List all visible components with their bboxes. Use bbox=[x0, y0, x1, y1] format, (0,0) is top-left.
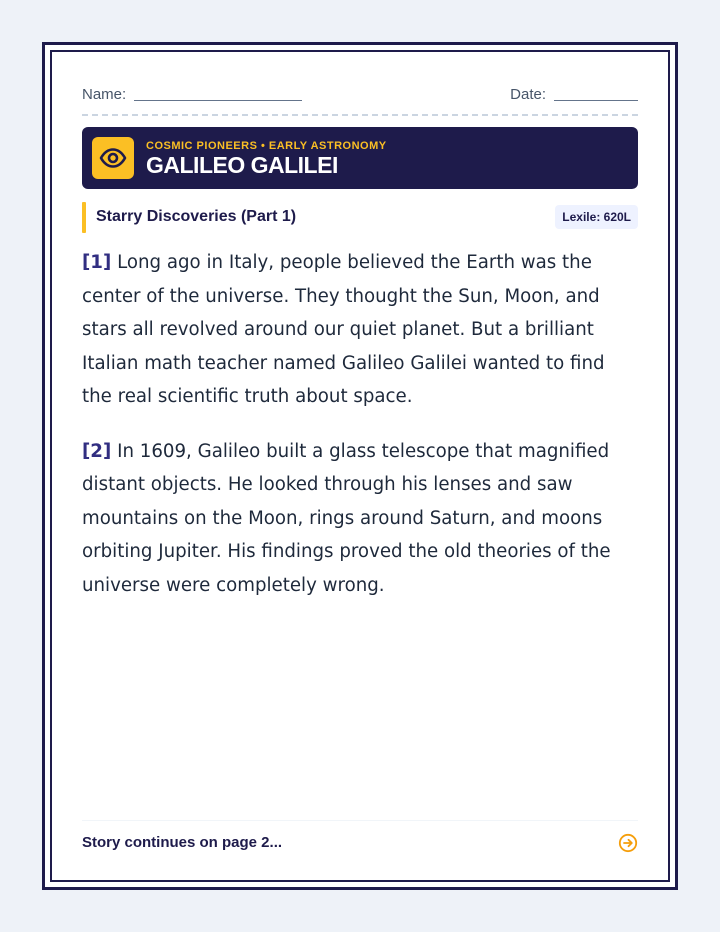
name-blank-line[interactable] bbox=[134, 100, 302, 101]
date-label: Date: bbox=[510, 86, 546, 103]
paragraph-2 bbox=[82, 435, 638, 603]
paragraph-text: In 1609, Galileo built a glass telescope that magnified distant objects. He looked through his lenses and saw mountains on the Moon, rings around Saturn, and moons orbiting Jupiter. His findings proved the old theories of the universe were completely wrong. bbox=[82, 440, 611, 596]
arrow-right-circle-icon[interactable] bbox=[618, 833, 638, 853]
paragraph-number: [2] bbox=[82, 440, 112, 462]
name-label: Name: bbox=[82, 86, 127, 103]
title-banner bbox=[82, 127, 638, 189]
story-text bbox=[82, 246, 638, 623]
worksheet-page bbox=[42, 42, 678, 890]
paragraph-text: Long ago in Italy, people believed the Earth was the center of the universe. They thought the Sun, Moon, and stars all revolved around our quiet planet. But a brilliant Italian math teacher named Galileo Galilei wanted to find the real scientific truth about space. bbox=[82, 252, 605, 407]
paragraph-1 bbox=[82, 246, 638, 414]
date-blank-line[interactable] bbox=[554, 100, 638, 101]
date-field[interactable] bbox=[510, 86, 638, 103]
worksheet-content bbox=[82, 52, 638, 880]
section-accent-bar bbox=[82, 202, 86, 233]
page-footer bbox=[82, 820, 638, 867]
eye-icon bbox=[98, 143, 128, 173]
lexile-badge: Lexile: 620L bbox=[555, 205, 638, 229]
name-field[interactable] bbox=[82, 86, 302, 103]
inner-border bbox=[50, 50, 670, 882]
section-title: Starry Discoveries (Part 1) bbox=[96, 208, 297, 225]
series-kicker: COSMIC PIONEERS • EARLY ASTRONOMY bbox=[146, 140, 387, 152]
page-title: GALILEO GALILEI bbox=[146, 152, 338, 178]
continue-note: Story continues on page 2... bbox=[82, 834, 283, 851]
eye-badge bbox=[92, 137, 134, 179]
paragraph-number: [1] bbox=[82, 252, 112, 273]
name-date-row bbox=[82, 86, 638, 116]
